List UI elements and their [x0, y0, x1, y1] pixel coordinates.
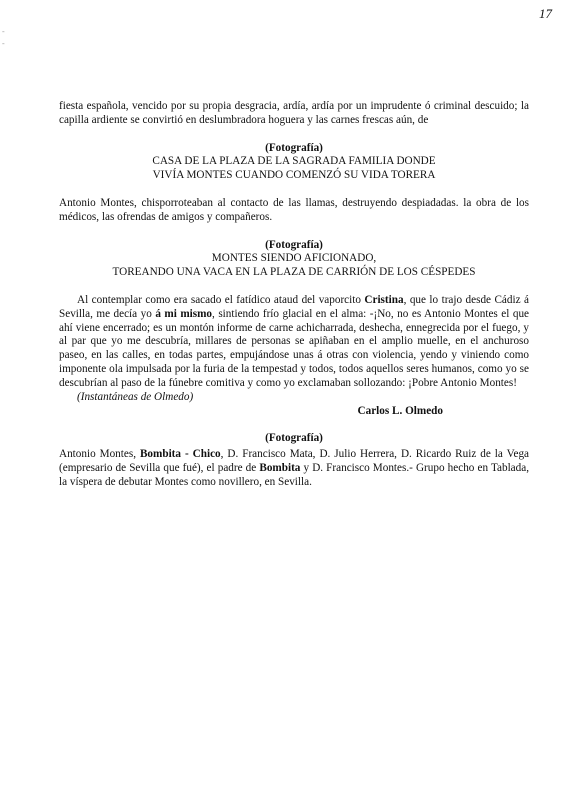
photo-caption-group: [59, 432, 529, 446]
document-body: [59, 100, 529, 490]
emphasis-text: á mi mismo: [155, 307, 213, 320]
text-run: , D. Francisco Mata, D. Julio Herrera, D. Ricardo Ruiz de la Vega (empresario de Sevilla que fué), el padre de: [59, 448, 529, 474]
caption-line: VIVÍA MONTES CUANDO COMENZÓ SU VIDA TORERA: [152, 169, 436, 182]
text-run: , que lo trajo desde Cádiz á Sevilla, me decía yo: [59, 293, 529, 320]
name-emphasis: Bombita: [259, 461, 301, 474]
text-run: Al contemplar como era sacado el fatídico ataud del vaporcito: [77, 293, 365, 306]
margin-mark: -: [2, 39, 5, 48]
text-run: Antonio Montes,: [59, 448, 140, 461]
page-number: 17: [539, 6, 552, 21]
photo-label: (Fotografía): [265, 238, 323, 251]
name-emphasis: Bombita - Chico: [139, 448, 221, 461]
text-run: , sintiendo frío glacial en el alma: -¡No, no es Antonio Montes el que ahí viene encerrado; es un montón informe de carne achicharrada, deshecha, ennegrecida por el fuego, y al par que yo me descubría, millares de personas se apiñaban en el amplio muelle, en el anchuroso paseo, en las calles, en todas partes, empujándose unas á otras con violencia, yendo y viniendo como imponente ola impulsada por la furia de la tempestad y todos, todos aquellos seres humanos, como yo se descubrían al paso de la fúnebre comitiva y como yo exclamaban sollozando: ¡Pobre Antonio Montes!: [59, 307, 530, 389]
paragraph-group-photo: [59, 448, 529, 489]
author-signature: Carlos L. Olmedo: [357, 404, 443, 417]
photo-label: (Fotografía): [265, 141, 323, 154]
caption-line: TOREANDO UNA VACA EN LA PLAZA DE CARRIÓN DE LOS CÉSPEDES: [112, 266, 476, 279]
paragraph-flames: Antonio Montes, chisporroteaban al contacto de las llamas, destruyendo despiadadas. la obra de los médicos, las ofrendas de amigos y compañeros.: [59, 196, 529, 223]
text-run: y D. Francisco Montes.- Grupo hecho en Tablada, la víspera de debutar Montes como novillero, en Sevilla.: [59, 461, 529, 488]
source-credit: (Instantáneas de Olmedo): [77, 390, 194, 403]
margin-mark: -: [2, 27, 5, 36]
photo-caption-aficionado: [59, 239, 529, 280]
caption-line: MONTES SIENDO AFICIONADO,: [211, 252, 377, 265]
photo-label: (Fotografía): [265, 432, 323, 445]
caption-line: CASA DE LA PLAZA DE LA SAGRADA FAMILIA DONDE: [152, 155, 436, 168]
photo-caption-house: [59, 142, 529, 183]
paragraph-funeral: [59, 294, 529, 391]
paragraph-fire: fiesta española, vencido por su propia desgracia, ardía, ardía por un imprudente ó criminal descuido; la capilla ardiente se convirtió en deslumbradora hoguera y las carnes frescas aún, de: [59, 100, 529, 126]
ship-name: Cristina: [364, 293, 404, 306]
